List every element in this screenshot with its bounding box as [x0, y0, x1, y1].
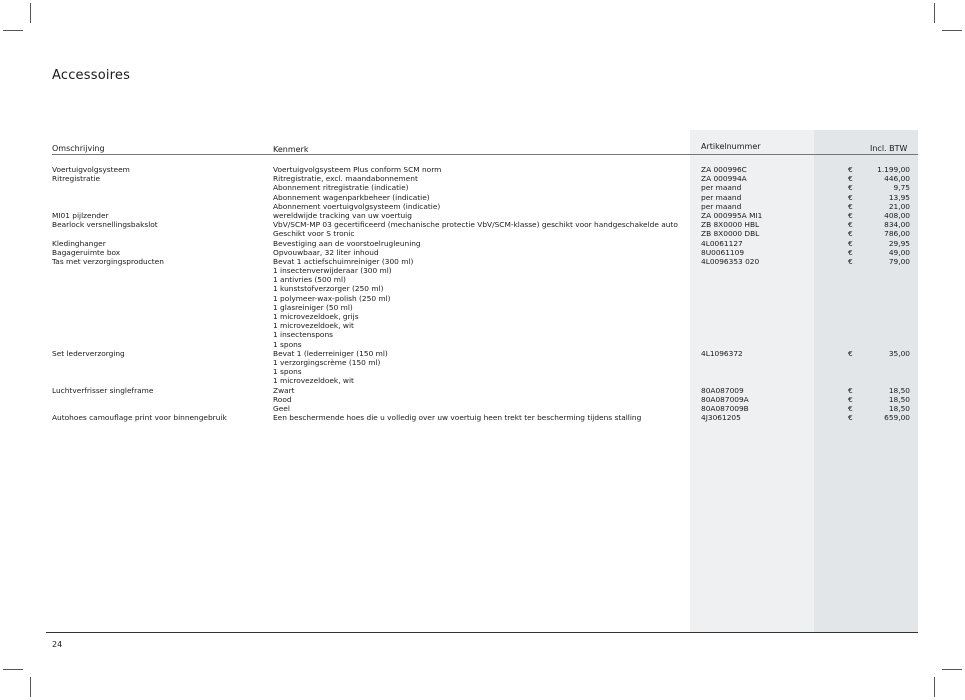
cell-kenmerk: Een beschermende hoes die u volledig over uw voertuig heen trekt ter bescherming tijdens stalling: [273, 413, 642, 423]
cell-artikelnummer: 4L0096353 020: [701, 256, 760, 266]
crop-mark: [3, 30, 23, 31]
cell-kenmerk: Abonnement voertuigvolgsysteem (indicatie): [273, 201, 441, 211]
cell-artikelnummer: 80A087009: [701, 385, 744, 395]
cell-price: 18,50: [888, 403, 910, 413]
table-row: [0, 294, 965, 303]
cell-kenmerk: Abonnement wagenparkbeheer (indicatie): [273, 192, 430, 202]
cell-kenmerk: 1 microvezeldoek, wit: [273, 321, 354, 331]
header-incl-btw: Incl. BTW: [870, 144, 908, 153]
table-row: [0, 312, 965, 321]
cell-kenmerk: Abonnement ritregistratie (indicatie): [273, 183, 409, 193]
cell-kenmerk: 1 microvezeldoek, grijs: [273, 312, 359, 321]
cell-artikelnummer: ZA 000996C: [701, 165, 747, 174]
cell-kenmerk: Bevestiging aan de voorstoelrugleuning: [273, 238, 421, 248]
table-row: [0, 340, 965, 349]
cell-currency: €: [848, 229, 853, 239]
crop-mark: [3, 669, 23, 670]
table-row: [0, 376, 965, 385]
cell-currency: €: [848, 247, 853, 257]
cell-currency: €: [848, 183, 853, 193]
cell-price: 18,50: [888, 385, 910, 395]
accessories-table: [0, 165, 965, 422]
cell-omschrijving: Ritregistratie: [52, 174, 101, 184]
table-row: [0, 174, 965, 183]
table-row: [0, 183, 965, 192]
cell-artikelnummer: per maand: [701, 183, 742, 193]
cell-currency: €: [848, 210, 853, 220]
crop-mark: [30, 677, 31, 697]
table-row: [0, 165, 965, 174]
header-omschrijving: Omschrijving: [52, 144, 105, 153]
cell-price: 834,00: [884, 220, 910, 230]
header-divider: [52, 154, 918, 155]
crop-mark: [942, 669, 962, 670]
table-row: [0, 257, 965, 266]
crop-mark: [942, 30, 962, 31]
table-row: [0, 349, 965, 358]
cell-price: 35,00: [888, 348, 910, 358]
cell-kenmerk: 1 microvezeldoek, wit: [273, 376, 354, 386]
table-row: [0, 220, 965, 229]
cell-artikelnummer: 4L1096372: [701, 348, 743, 358]
cell-price: 49,00: [888, 247, 910, 257]
cell-kenmerk: Ritregistratie, excl. maandabonnement: [273, 174, 418, 184]
cell-artikelnummer: ZB 8X0000 DBL: [701, 229, 760, 239]
cell-omschrijving: Tas met verzorgingsproducten: [52, 256, 164, 266]
cell-currency: €: [848, 192, 853, 202]
table-row: [0, 358, 965, 367]
cell-price: 786,00: [884, 229, 910, 239]
cell-kenmerk: Zwart: [273, 385, 295, 395]
cell-kenmerk: 1 spons: [273, 367, 302, 377]
cell-kenmerk: VbV/SCM-MP 03 gecertificeerd (mechanische protectie VbV/SCM-klasse) geschikt voor handgeschakelde auto: [273, 220, 678, 230]
cell-currency: €: [848, 174, 853, 184]
header-kenmerk: Kenmerk: [273, 145, 309, 154]
table-row: [0, 239, 965, 248]
cell-currency: €: [848, 201, 853, 211]
cell-artikelnummer: 4J3061205: [701, 413, 741, 423]
cell-omschrijving: Kledinghanger: [52, 238, 106, 248]
cell-price: 18,50: [888, 394, 910, 404]
cell-kenmerk: 1 antivries (500 ml): [273, 275, 346, 285]
table-row: [0, 193, 965, 202]
page-number: 24: [52, 640, 63, 649]
cell-artikelnummer: per maand: [701, 192, 742, 202]
cell-artikelnummer: 80A087009A: [701, 394, 749, 404]
cell-kenmerk: 1 spons: [273, 339, 302, 349]
cell-price: 446,00: [884, 174, 910, 184]
cell-kenmerk: 1 verzorgingscrème (150 ml): [273, 357, 381, 367]
cell-artikelnummer: per maand: [701, 201, 742, 211]
footer-divider: [46, 632, 918, 633]
cell-price: 13,95: [888, 192, 910, 202]
cell-omschrijving: Set lederverzorging: [52, 348, 125, 358]
cell-kenmerk: Rood: [273, 394, 292, 404]
crop-mark: [30, 3, 31, 23]
cell-price: 21,00: [888, 201, 910, 211]
cell-kenmerk: Bevat 1 actiefschuimreiniger (300 ml): [273, 256, 414, 266]
cell-price: 79,00: [888, 256, 910, 266]
cell-kenmerk: 1 insectenverwijderaar (300 ml): [273, 266, 392, 276]
table-row: [0, 395, 965, 404]
crop-mark: [934, 677, 935, 697]
cell-kenmerk: 1 glasreiniger (50 ml): [273, 302, 353, 312]
cell-price: 408,00: [884, 210, 910, 220]
cell-kenmerk: 1 insectenspons: [273, 330, 333, 340]
table-row: [0, 275, 965, 284]
cell-price: 659,00: [884, 413, 910, 423]
table-row: [0, 303, 965, 312]
cell-currency: €: [848, 394, 853, 404]
table-row: [0, 202, 965, 211]
cell-kenmerk: Geel: [273, 403, 290, 413]
cell-omschrijving: MI01 pijlzender: [52, 210, 109, 220]
cell-currency: €: [848, 403, 853, 413]
cell-artikelnummer: 8U0061109: [701, 247, 745, 257]
cell-currency: €: [848, 220, 853, 230]
table-row: [0, 404, 965, 413]
table-row: [0, 367, 965, 376]
page-title: Accessoires: [52, 68, 131, 83]
table-row: [0, 211, 965, 220]
cell-kenmerk: Voertuigvolgsysteem Plus conform SCM norm: [273, 165, 442, 174]
cell-kenmerk: 1 polymeer-wax-polish (250 ml): [273, 293, 391, 303]
cell-omschrijving: Luchtverfrisser singleframe: [52, 385, 154, 395]
cell-kenmerk: Bevat 1 (lederreiniger (150 ml): [273, 348, 388, 358]
table-row: [0, 413, 965, 422]
cell-currency: €: [848, 348, 853, 358]
cell-price: 1.199,00: [877, 165, 910, 174]
table-row: [0, 266, 965, 275]
cell-artikelnummer: 4L0061127: [701, 238, 743, 248]
table-row: [0, 386, 965, 395]
cell-currency: €: [848, 165, 853, 174]
cell-kenmerk: Opvouwbaar, 32 liter inhoud: [273, 247, 379, 257]
table-row: [0, 330, 965, 339]
cell-artikelnummer: 80A087009B: [701, 403, 749, 413]
cell-artikelnummer: ZA 000994A: [701, 174, 747, 184]
cell-currency: €: [848, 413, 853, 423]
cell-omschrijving: Bearlock versnellingsbakslot: [52, 220, 158, 230]
cell-currency: €: [848, 385, 853, 395]
header-artikelnummer: Artikelnummer: [701, 142, 761, 151]
cell-price: 9,75: [893, 183, 910, 193]
cell-omschrijving: Voertuigvolgsysteem: [52, 165, 130, 174]
cell-kenmerk: 1 kunststofverzorger (250 ml): [273, 284, 384, 294]
table-row: [0, 229, 965, 238]
crop-mark: [934, 3, 935, 23]
cell-kenmerk: wereldwijde tracking van uw voertuig: [273, 210, 412, 220]
cell-price: 29,95: [888, 238, 910, 248]
cell-omschrijving: Bagageruimte box: [52, 247, 121, 257]
cell-artikelnummer: ZA 000995A MI1: [701, 210, 763, 220]
cell-currency: €: [848, 238, 853, 248]
cell-omschrijving: Autohoes camouflage print voor binnengebruik: [52, 413, 227, 423]
cell-currency: €: [848, 256, 853, 266]
cell-artikelnummer: ZB 8X0000 HBL: [701, 220, 760, 230]
table-row: [0, 321, 965, 330]
table-row: [0, 284, 965, 293]
table-row: [0, 248, 965, 257]
cell-kenmerk: Geschikt voor S tronic: [273, 229, 355, 239]
